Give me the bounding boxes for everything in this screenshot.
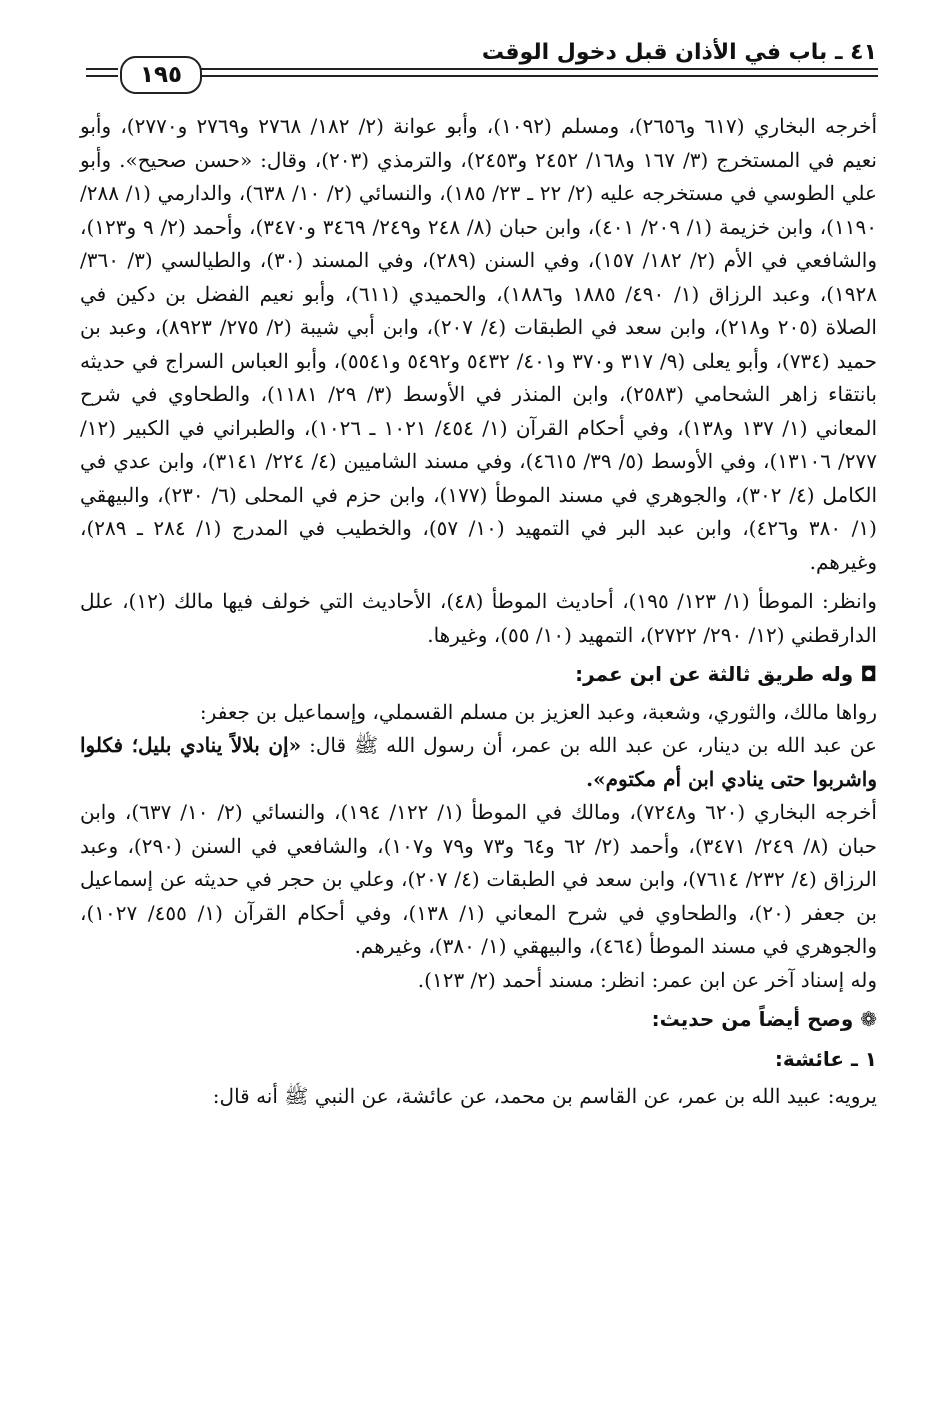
subsection-heading: ١ ـ عائشة: [774,1046,877,1071]
see-also-paragraph: وانظر: الموطأ (١/ ١٢٣/ ١٩٥)، أحاديث الموطأ (٤٨)، الأحاديث التي خولف فيها مالك (١٢)، علل الدارقطني (١٢/ ٢٩٠/ ٢٧٢٢)، التمهيد (١٠/ ٥٥)، وغيرها. [80,589,877,647]
other-isnad-line: وله إسناد آخر عن ابن عمر: انظر: مسند أحمد (٢/ ١٢٣). [417,967,877,992]
takhrij-paragraph: أخرجه البخاري (٦٢٠ و٧٢٤٨)، ومالك في الموطأ (١/ ١٢٢/ ١٩٤)، والنسائي (٢/ ١٠/ ٦٣٧)، وابن حبان (٨/ ٢٤٩/ ٣٤٧١)، وأحمد (٢/ ٦٢ و٦٤ و٧٣ و٧٩ و١٠٧)، والشافعي في السنن (٢٩٠)، وعبد الرزاق (٤/ ٢٣٢/ ٧٦١٤)، وابن سعد في الطبقات (٤/ ٢٠٧)، وعلي بن حجر في حديثه عن إسماعيل بن جعفر (٢٠)، والطحاوي في شرح المعاني (١/ ١٣٨)، وفي أحكام القرآن (١/ ٤٥٥/ ١٠٢٧)، والجوهري في مسند الموطأ (٤٦٤)، والبيهقي (١/ ٣٨٠)، وغيرهم. [80,800,878,958]
narration-line: يرويه: عبيد الله بن عمر، عن القاسم بن محمد، عن عائشة، عن النبي ﷺ أنه قال: [212,1084,877,1108]
header-rule [200,68,878,70]
hadith-paragraph [80,729,877,796]
header-rule [86,68,118,70]
hadith-text: «إن بلالاً ينادي بليل؛ فكلوا واشربوا حتى ينادي ابن أم مكتوم». [80,733,877,791]
section-heading: ❁ وصح أيضاً من حديث: [651,1007,877,1031]
page-body [80,110,877,1114]
header-rule [86,75,118,77]
narrators-line: رواها مالك، والثوري، وشعبة، وعبد العزيز بن مسلم القسملي، وإسماعيل بن جعفر: [199,699,877,724]
page-number: ١٩٥ [120,56,202,94]
takhrij-paragraph: أخرجه البخاري (٦١٧ و٢٦٥٦)، ومسلم (١٠٩٢)، وأبو عوانة (٢/ ١٨٢/ ٢٧٦٨ و٢٧٦٩ و٢٧٧٠)، وأبو نعيم في المستخرج (٣/ ١٦٧ و١٦٨/ ٢٤٥٢ و٢٤٥٣)، والترمذي (٢٠٣)، وقال: «حسن صحيح». وأبو علي الطوسي في مستخرجه عليه (٢/ ٢٢ ـ ٢٣/ ١٨٥)، والنسائي (٢/ ١٠/ ٦٣٨)، والدارمي (١/ ٢٨٨/ ١١٩٠)، وابن خزيمة (١/ ٢٠٩/ ٤٠١)، وابن حبان (٨/ ٢٤٨ و٢٤٩/ ٣٤٦٩ و٣٤٧٠)، وأحمد (٢/ ٩ و١٢٣)، والشافعي في الأم (٢/ ١٨٢/ ١٥٧)، وفي السنن (٢٨٩)، وفي المسند (٣٠)، والطيالسي (٣/ ٣٦٠/ ١٩٢٨)، وعبد الرزاق (١/ ٤٩٠/ ١٨٨٥ و١٨٨٦)، والحميدي (٦١١)، وأبو نعيم الفضل بن دكين في الصلاة (٢٠٥ و٢١٨)، وابن سعد في الطبقات (٤/ ٢٠٧)، وابن أبي شيبة (٢/ ٢٧٥/ ٨٩٢٣)، وعبد بن حميد (٧٣٤)، وأبو يعلى (٩/ ٣١٧ و٣٧٠ و٤٠١/ ٥٤٣٢ و٥٤٩٢ و٥٥٤١)، وأبو العباس السراج في حديثه بانتقاء زاهر الشحامي (٢٥٨٣)، وابن المنذر في الأوسط (٣/ ٢٩/ ١١٨١)، والطحاوي في شرح المعاني (١/ ١٣٧ و١٣٨)، وفي أحكام القرآن (١/ ٤٥٤/ ١٠٢١ ـ ١٠٢٦)، والطبراني في الكبير (١٢/ ٢٧٧/ ١٣١٠٦)، وفي الأوسط (٥/ ٣٩/ ٤٦١٥)، وفي مسند الشاميين (٤/ ٢٢٤/ ٣١٤١)، وابن عدي في الكامل (٤/ ٣٠٢)، والجوهري في مسند الموطأ (١٧٧)، وابن حزم في المحلى (٦/ ٢٣٠)، والبيهقي (١/ ٣٨٠ و٤٢٦)، وابن عبد البر في التمهيد (١٠/ ٥٧)، والخطيب في المدرج (١/ ٢٨٤ ـ ٢٨٩)، وغيرهم. [80,114,878,574]
section-heading: ◘ وله طريق ثالثة عن ابن عمر: [575,662,877,686]
header-rule [200,75,878,77]
isnad-chain: عن عبد الله بن دينار، عن عبد الله بن عمر، أن رسول الله ﷺ قال: [301,733,877,757]
chapter-title: ٤١ ـ باب في الأذان قبل دخول الوقت [481,40,877,65]
